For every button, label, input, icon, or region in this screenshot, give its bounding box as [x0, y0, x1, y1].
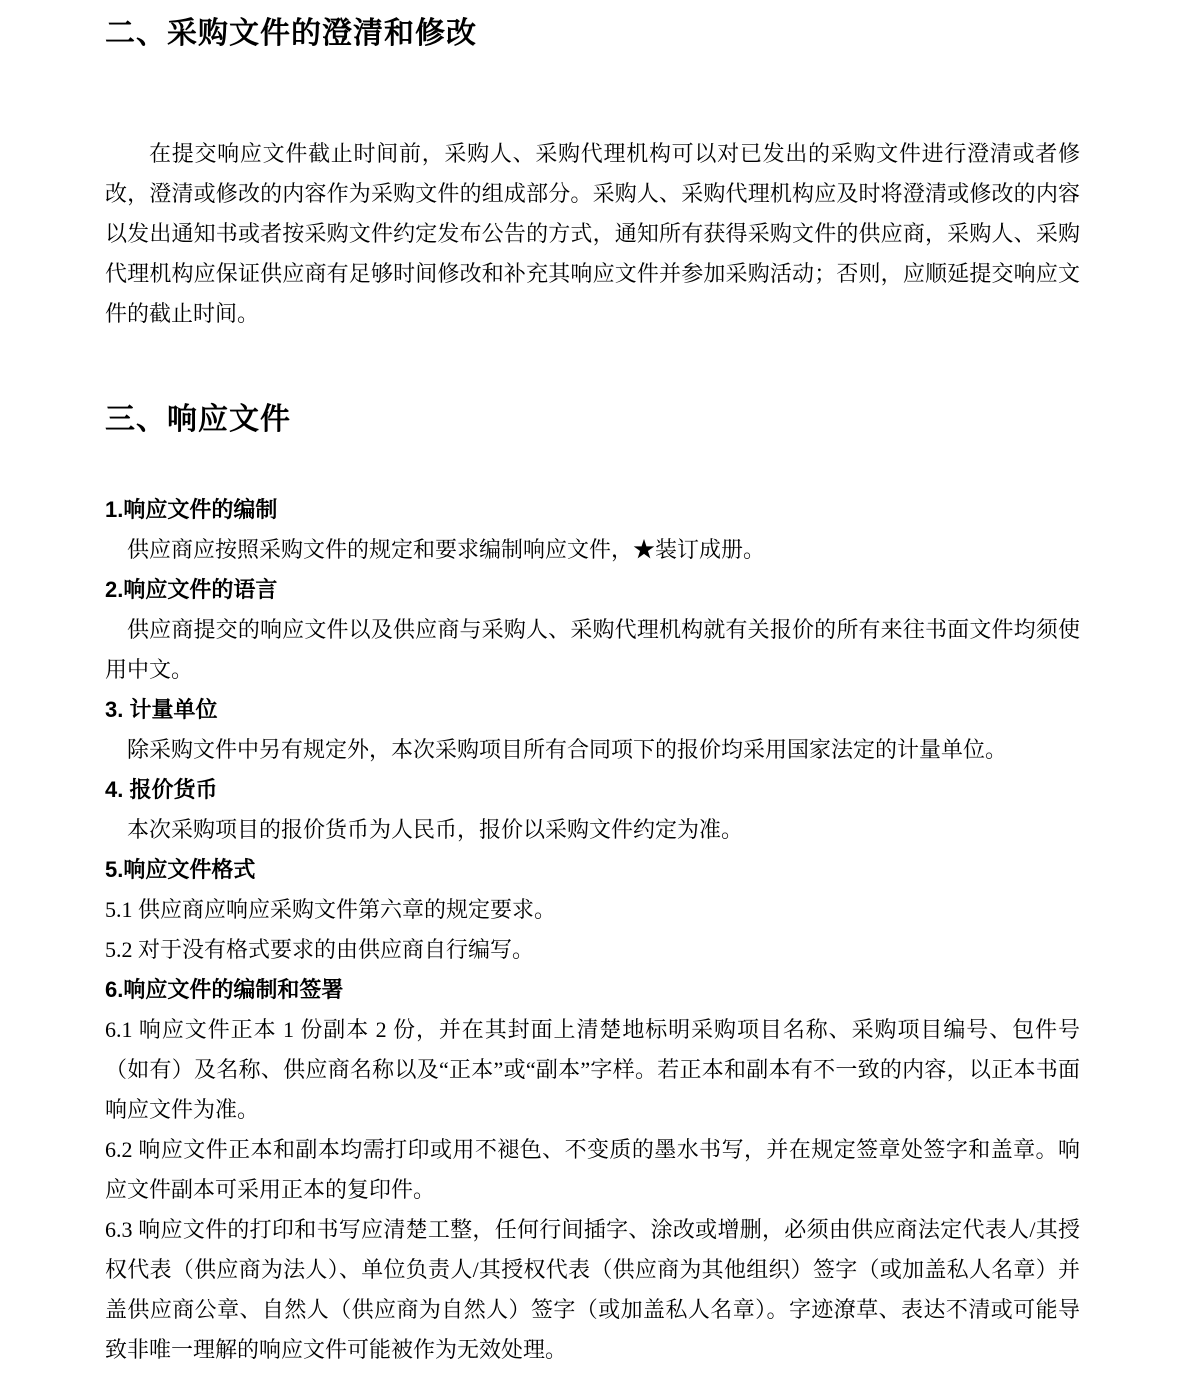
- item-paragraph-language: 供应商提交的响应文件以及供应商与采购人、采购代理机构就有关报价的所有来往书面文件均须使用中文。: [105, 617, 1080, 682]
- item-title-quote-currency: 4. 报价货币: [105, 777, 218, 802]
- item-paragraph-format-5-1: 5.1 供应商应响应采购文件第六章的规定要求。: [105, 897, 557, 922]
- item-paragraph-format-5-2: 5.2 对于没有格式要求的由供应商自行编写。: [105, 937, 535, 962]
- item-title-measurement-unit: 3. 计量单位: [105, 697, 218, 722]
- item-paragraph-compilation: 供应商应按照采购文件的规定和要求编制响应文件，★装订成册。: [127, 537, 766, 562]
- item-title-language: 2.响应文件的语言: [105, 577, 278, 602]
- item-paragraph-signing-6-1: 6.1 响应文件正本 1 份副本 2 份，并在其封面上清楚地标明采购项目名称、采购项目编号、包件号（如有）及名称、供应商名称以及“正本”或“副本”字样。若正本和副本有不一致的内容，以正本书面响应文件为准。: [105, 1017, 1080, 1122]
- clarification-paragraph: 在提交响应文件截止时间前，采购人、采购代理机构可以对已发出的采购文件进行澄清或者修改，澄清或修改的内容作为采购文件的组成部分。采购人、采购代理机构应及时将澄清或修改的内容以发出通知书或者按采购文件约定发布公告的方式，通知所有获得采购文件的供应商，采购人、采购代理机构应保证供应商有足够时间修改和补充其响应文件并参加采购活动；否则，应顺延提交响应文件的截止时间。: [105, 141, 1080, 326]
- item-paragraph-signing-6-2: 6.2 响应文件正本和副本均需打印或用不褪色、不变质的墨水书写，并在规定签章处签字和盖章。响应文件副本可采用正本的复印件。: [105, 1137, 1080, 1202]
- item-title-format: 5.响应文件格式: [105, 857, 256, 882]
- section-heading-clarification: 二、采购文件的澄清和修改: [105, 17, 477, 50]
- item-paragraph-quote-currency: 本次采购项目的报价货币为人民币，报价以采购文件约定为准。: [127, 817, 744, 842]
- item-title-compilation: 1.响应文件的编制: [105, 497, 278, 522]
- response-items: [105, 490, 1080, 1370]
- item-paragraph-measurement-unit: 除采购文件中另有规定外，本次采购项目所有合同项下的报价均采用国家法定的计量单位。: [127, 737, 1008, 762]
- item-title-signing: 6.响应文件的编制和签署: [105, 977, 344, 1002]
- item-paragraph-signing-6-3: 6.3 响应文件的打印和书写应清楚工整，任何行间插字、涂改或增删，必须由供应商法定代表人/其授权代表（供应商为法人）、单位负责人/其授权代表（供应商为其他组织）签字（或加盖私人名章）并盖供应商公章、自然人（供应商为自然人）签字（或加盖私人名章）。字迹潦草、表达不清或可能导致非唯一理解的响应文件可能被作为无效处理。: [105, 1217, 1080, 1362]
- section-heading-response: 三、响应文件: [105, 403, 291, 436]
